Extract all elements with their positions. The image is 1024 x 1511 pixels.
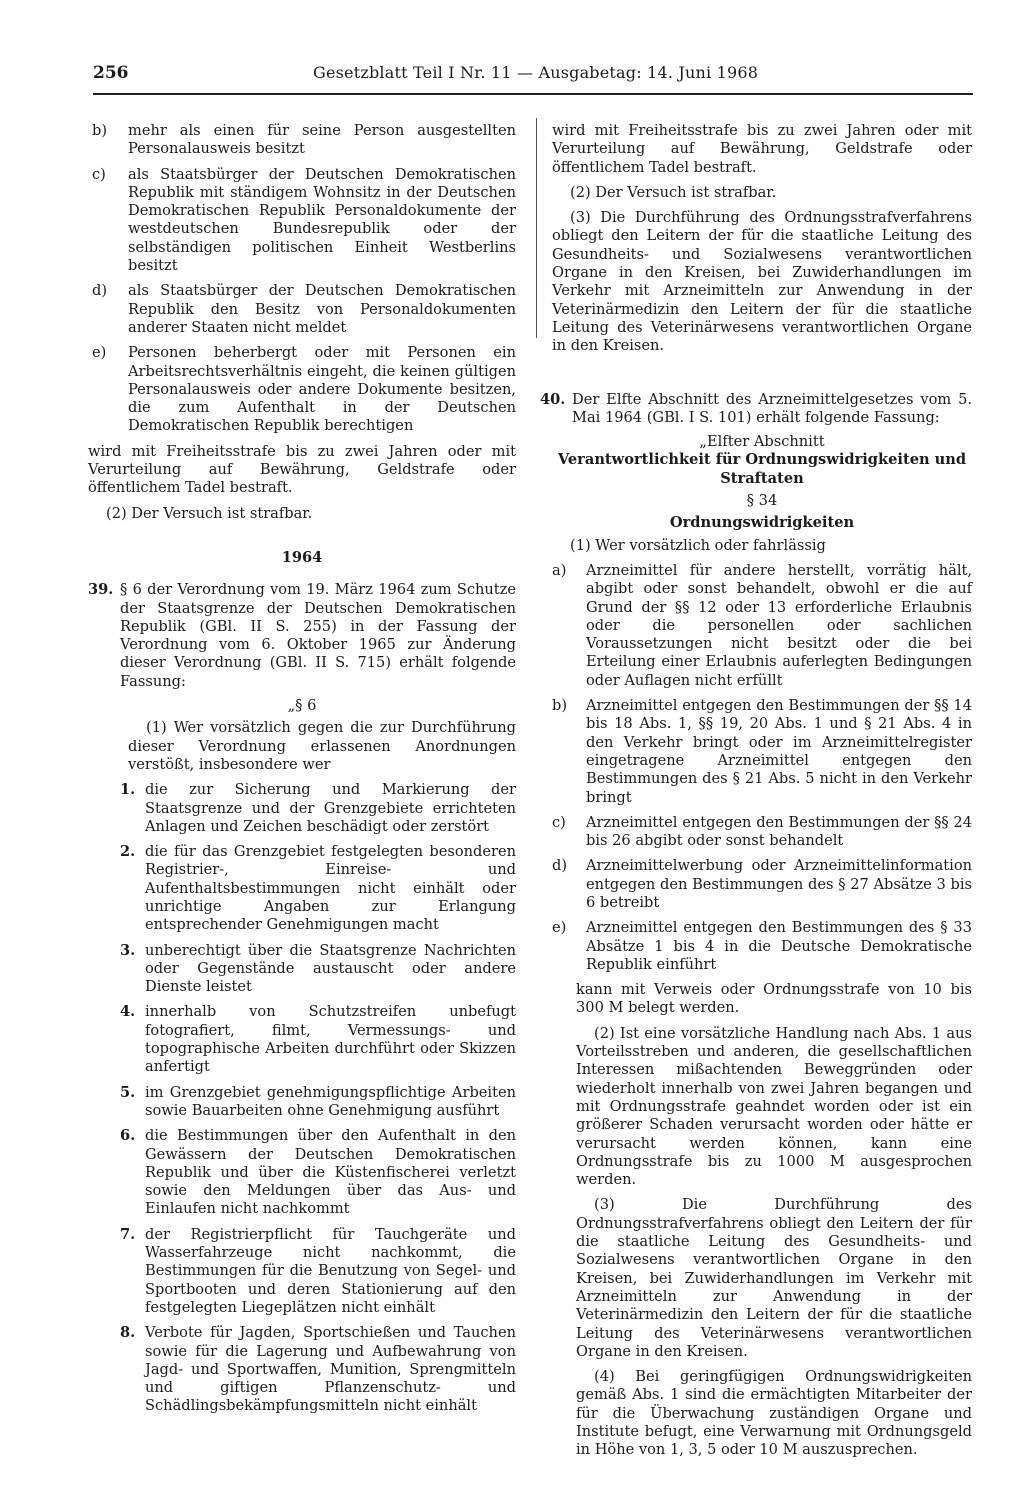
numbered-item: 3. unberechtigt über die Staatsgrenze Nachrichten oder Gegenstände austauscht oder andere Dienste leistet xyxy=(120,941,516,996)
amendment-40: 40. Der Elfte Abschnitt des Arzneimittelgesetzes vom 5. Mai 1964 (GBl. I S. 101) erhält folgende Fassung: xyxy=(540,390,972,426)
numbered-item: 6. die Bestimmungen über den Aufenthalt in den Gewässern der Deutschen Demokratischen Republik und über die Küstenfischerei verletzt sowie den Meldungen über das Aus- und Einlaufen nicht nachkommt xyxy=(120,1127,516,1218)
list-item: d) als Staatsbürger der Deutschen Demokratischen Republik den Besitz von Personaldokumenten anderer Staaten nicht meldet xyxy=(92,282,516,336)
list-item: c) Arzneimittel entgegen den Bestimmungen der §§ 24 bis 26 abgibt oder sonst behandelt xyxy=(552,813,972,850)
list-item: e) Arzneimittel entgegen den Bestimmungen des § 33 Absätze 1 bis 4 in die Deutsche Demokratische Republik einführt xyxy=(552,919,972,973)
paragraph-3: (3) Die Durchführung des Ordnungsstrafverfahrens obliegt den Leitern der für die staatliche Leitung des Gesundheits- und Sozialwesens verantwortlichen Organe in den Kreisen, bei Zuwiderhandlungen im Verkehr mit Arzneimitteln zur Anwendung in der Veterinärmedizin den Leitern der für die staatliche Leitung des Veterinärwesens verantwortlichen Organe in den Kreisen. xyxy=(576,1196,972,1360)
column-divider xyxy=(536,118,537,338)
amendment-39: 39. § 6 der Verordnung vom 19. März 1964 zum Schutze der Staatsgrenze der Deutschen Demokratischen Republik (GBl. II S. 255) in der Fassung der Verordnung vom 6. Oktober 1965 zur Änderung dieser Verordnung (GBl. II S. 715) erhält folgende Fassung: xyxy=(88,581,516,690)
section-number: § 34 xyxy=(746,492,778,510)
list-item: e) Personen beherbergt oder mit Personen ein Arbeitsrechtsverhältnis eingeht, die keinen gültigen Personalausweis oder andere Dokumente besitzen, die zum Aufenthalt in der Deutschen Demokratischen Republik berechtigen xyxy=(92,344,516,435)
list-item: d) Arzneimittelwerbung oder Arzneimittelinformation entgegen den Bestimmungen des § 27 Absätze 3 bis 6 betreibt xyxy=(552,857,972,911)
section-label: „§ 6 xyxy=(287,697,317,715)
penalty-clause: wird mit Freiheitsstrafe bis zu zwei Jahren oder mit Verurteilung auf Bewährung, Geldstrafe oder öffentlichem Tadel bestraft. xyxy=(88,442,516,497)
numbered-item: 5. im Grenzgebiet genehmigungspflichtige Arbeiten sowie Bauarbeiten ohne Genehmigung ausführt xyxy=(120,1083,516,1119)
paragraph-1: (1) Wer vorsätzlich gegen die zur Durchführung dieser Verordnung erlassenen Anordnungen verstößt, insbesondere wer xyxy=(128,719,516,773)
paragraph-4: (4) Bei geringfügigen Ordnungswidrigkeiten gemäß Abs. 1 sind die ermächtigten Mitarbeiter der für die Überwachung zuständigen Organe und Institute befugt, eine Verwarnung mit Ordnungsgeld in Höhe von 1, 3, 5 oder 10 M auszusprechen. xyxy=(576,1368,972,1459)
left-column xyxy=(88,122,516,1423)
paragraph-2: (2) Ist eine vorsätzliche Handlung nach Abs. 1 aus Vorteilsstreben und anderen, die gesellschaftlichen Interessen mißachtenden Beweggründen oder wiederholt innerhalb von zwei Jahren begangen und mit Ordnungsstrafe geahndet worden oder ist ein größerer Schaden verursacht worden oder hätte er verursacht werden können, kann eine Ordnungsstrafe bis zu 1000 M ausgesprochen werden. xyxy=(576,1024,972,1189)
page-header xyxy=(93,63,973,95)
right-column xyxy=(540,122,972,1467)
sanction-clause: kann mit Verweis oder Ordnungsstrafe von 10 bis 300 M belegt werden. xyxy=(576,981,972,1017)
numbered-item: 2. die für das Grenzgebiet festgelegten besonderen Registrier-, Einreise- und Aufenthaltsbestimmungen nicht einhält oder unrichtige Angaben zur Erlangung entsprechender Genehmigungen macht xyxy=(120,843,516,934)
attempt-clause: (2) Der Versuch ist strafbar. xyxy=(106,504,313,522)
page-number: 256 xyxy=(93,63,129,83)
section-title: Ordnungswidrigkeiten xyxy=(669,514,855,532)
chapter-title: Verantwortlichkeit für Ordnungswidrigkeiten und Straftaten xyxy=(557,451,967,487)
list-item: b) Arzneimittel entgegen den Bestimmungen der §§ 14 bis 18 Abs. 1, §§ 19, 20 Abs. 1 und § 21 Abs. 4 in den Verkehr bringt oder im Arzneimittelregister eingetragene Arzneimittel entgegen den Bestimmungen des § 21 Abs. 5 nicht in den Verkehr bringt xyxy=(552,697,972,806)
numbered-item: 4. innerhalb von Schutzstreifen unbefugt fotografiert, filmt, Vermessungs- und topographische Arbeiten durchführt oder Skizzen anfertigt xyxy=(120,1003,516,1076)
list-item: a) Arzneimittel für andere herstellt, vorrätig hält, abgibt oder sonst behandelt, obwohl er die auf Grund der §§ 12 oder 13 erforderliche Erlaubnis oder die personellen oder sachlichen Voraussetzungen nicht besitzt oder die bei Erteilung einer Erlaubnis auferlegten Bedingungen oder Auflagen nicht erfüllt xyxy=(552,561,972,689)
paragraph-3: (3) Die Durchführung des Ordnungsstrafverfahrens obliegt den Leitern der für die staatliche Leitung des Gesundheits- und Sozialwesens verantwortlichen Organe in den Kreisen, bei Zuwiderhandlungen im Verkehr mit Arzneimitteln zur Anwendung in der Veterinärmedizin den Leitern der für die staatliche Leitung des Veterinärwesens verantwortlichen Organe in den Kreisen. xyxy=(552,209,972,355)
chapter-label: „Elfter Abschnitt xyxy=(699,433,825,451)
numbered-item: 1. die zur Sicherung und Markierung der Staatsgrenze und der Grenzgebiete errichteten Anlagen und Zeichen beschädigt oder zerstört xyxy=(120,781,516,835)
header-title: Gesetzblatt Teil I Nr. 11 — Ausgabetag: 14. Juni 1968 xyxy=(313,63,759,82)
list-item: c) als Staatsbürger der Deutschen Demokratischen Republik mit ständigem Wohnsitz in der Deutschen Demokratischen Republik Personaldokumente der westdeutschen Bundesrepublik oder der selbständigen politischen Einheit Westberlins besitzt xyxy=(92,165,516,275)
penalty-clause: wird mit Freiheitsstrafe bis zu zwei Jahren oder mit Verurteilung auf Bewährung, Geldstrafe oder öffentlichem Tadel bestraft. xyxy=(552,122,972,176)
year-heading: 1964 xyxy=(281,548,323,566)
attempt-clause: (2) Der Versuch ist strafbar. xyxy=(570,183,777,201)
numbered-item: 7. der Registrierpflicht für Tauchgeräte und Wasserfahrzeuge nicht nachkommt, die Bestimmungen für die Benutzung von Segel- und Sportbooten und deren Stationierung auf den festgelegten Liegeplätzen nicht einhält xyxy=(120,1225,516,1316)
list-item: b) mehr als einen für seine Person ausgestellten Personalausweis besitzt xyxy=(92,122,516,158)
numbered-item: 8. Verbote für Jagden, Sportschießen und Tauchen sowie für die Lagerung und Aufbewahrung von Jagd- und Sportwaffen, Munition, Sprengmitteln und giftigen Pflanzenschutz- und Schädlingsbekämpfungsmitteln nicht einhält xyxy=(120,1324,516,1415)
paragraph-1-intro: (1) Wer vorsätzlich oder fahrlässig xyxy=(570,536,826,554)
